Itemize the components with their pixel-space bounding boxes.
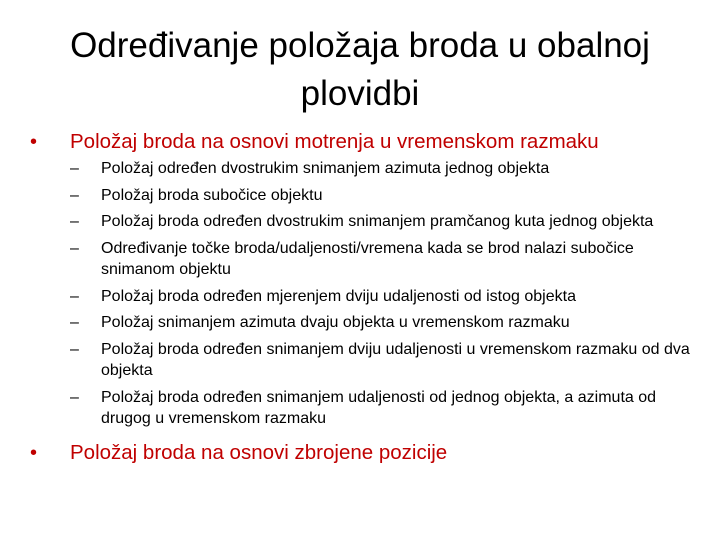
sub-bullet-text: Položaj određen dvostrukim snimanjem azimuta jednog objekta xyxy=(101,160,550,177)
sub-bullet-item xyxy=(30,158,690,180)
sub-bullet-text: Određivanje točke broda/udaljenosti/vremena kada se brod nalazi subočice snimanom objektu xyxy=(101,239,634,278)
sub-bullet-item xyxy=(30,185,690,207)
dash-marker: – xyxy=(70,239,79,257)
dash-marker: – xyxy=(70,388,79,406)
bullet-marker: • xyxy=(30,131,38,153)
sub-bullet-text: Položaj broda određen dvostrukim snimanjem pramčanog kuta jednog objekta xyxy=(101,213,654,230)
dash-marker: – xyxy=(70,314,79,331)
bullet-item xyxy=(30,441,690,465)
sub-bullet-text: Položaj broda određen snimanjem udaljenosti od jednog objekta, a azimuta od drugog u vremenskom razmaku xyxy=(101,388,657,427)
sub-bullet-item xyxy=(30,286,690,308)
slide-content xyxy=(30,130,690,465)
dash-marker: – xyxy=(70,213,79,230)
sub-bullet-item xyxy=(30,387,690,430)
bullet-item xyxy=(30,130,690,154)
dash-marker: – xyxy=(70,160,79,177)
sub-bullet-text: Položaj broda određen mjerenjem dviju udaljenosti od istog objekta xyxy=(101,287,576,305)
sub-bullet-text: Položaj snimanjem azimuta dvaju objekta u vremenskom razmaku xyxy=(101,314,570,331)
sub-bullet-item xyxy=(30,211,690,233)
bullet-marker: • xyxy=(30,441,38,464)
sub-bullet-text: Položaj broda određen snimanjem dviju udaljenosti u vremenskom razmaku od dva objekta xyxy=(101,340,690,379)
dash-marker: – xyxy=(70,340,79,358)
dash-marker: – xyxy=(70,287,79,305)
slide-title: Određivanje položaja broda u obalnoj plovidbi xyxy=(70,26,650,113)
bullet-text: Položaj broda na osnovi motrenja u vremenskom razmaku xyxy=(70,130,599,153)
sub-bullet-text: Položaj broda subočice objektu xyxy=(101,186,323,204)
sub-bullet-item xyxy=(30,339,690,382)
bullet-text: Položaj broda na osnovi zbrojene pozicije xyxy=(70,440,448,464)
sub-bullet-item xyxy=(30,238,690,281)
dash-marker: – xyxy=(70,186,79,204)
sub-bullet-item xyxy=(30,312,690,334)
sub-bullet-list xyxy=(30,158,690,430)
